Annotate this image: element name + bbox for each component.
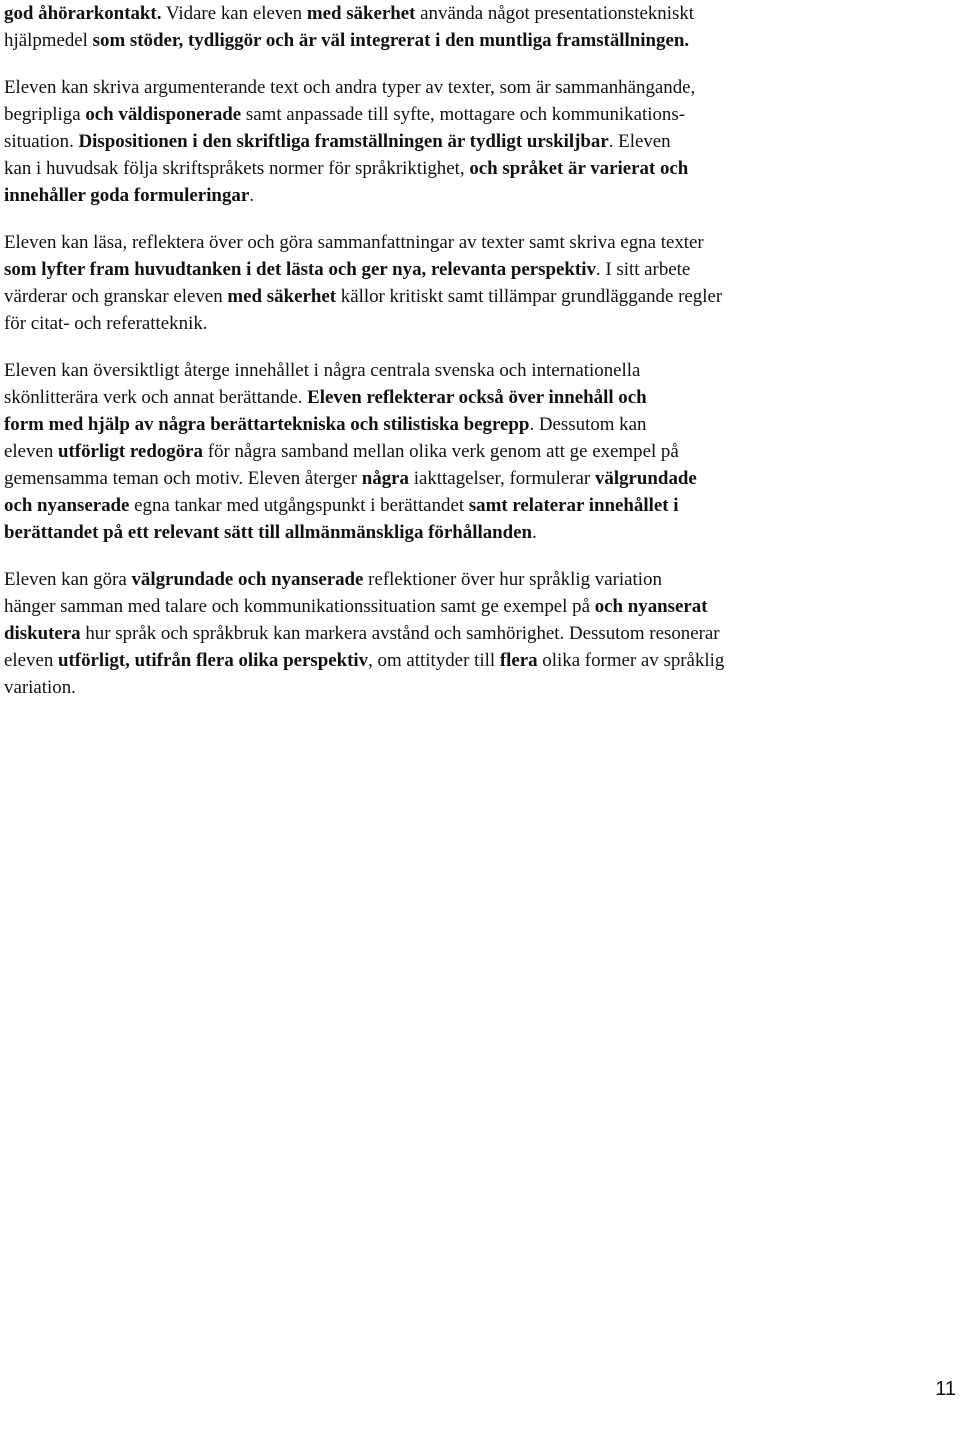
bold-text: innehåller goda formuleringar xyxy=(4,185,250,206)
text-run: skönlitterära verk och annat berättande. xyxy=(4,387,308,408)
text-line xyxy=(4,229,956,256)
bold-text: samt relaterar innehållet i xyxy=(468,495,679,516)
text-line xyxy=(4,155,956,182)
text-line xyxy=(4,310,956,337)
bold-text: som stöder, tydliggör och är väl integrerat i den muntliga framställningen. xyxy=(92,30,690,51)
text-line xyxy=(4,492,956,519)
text-line xyxy=(4,256,956,283)
paragraph-3 xyxy=(4,229,956,337)
bold-text: och nyanserat xyxy=(594,596,708,617)
text-run: hjälpmedel xyxy=(4,30,93,51)
text-line xyxy=(4,566,956,593)
text-run: Eleven kan läsa, reflektera över och göra sammanfattningar av texter samt skriva egna texter xyxy=(4,232,704,253)
text-line xyxy=(4,519,956,546)
text-run: Eleven kan skriva argumenterande text och andra typer av texter, som är sammanhängande, xyxy=(4,77,696,98)
text-run: Eleven kan göra xyxy=(4,569,132,590)
bold-text: berättandet på ett relevant sätt till allmänmänskliga förhållanden xyxy=(4,522,533,543)
paragraph-5 xyxy=(4,566,956,701)
text-run: källor kritiskt samt tillämpar grundläggande regler xyxy=(336,286,723,307)
text-run: reflektioner över hur språklig variation xyxy=(363,569,662,590)
bold-text: flera xyxy=(499,650,538,671)
paragraph-1 xyxy=(4,0,956,54)
document-page xyxy=(4,0,956,721)
text-run: hänger samman med talare och kommunikationssituation samt ge exempel på xyxy=(4,596,595,617)
text-run: värderar och granskar eleven xyxy=(4,286,228,307)
text-line xyxy=(4,27,956,54)
bold-text: med säkerhet xyxy=(227,286,337,307)
bold-text: form med hjälp av några berättartekniska och stilistiska begrepp xyxy=(4,414,530,435)
bold-text: välgrundade xyxy=(594,468,697,489)
text-run: använda något presentationstekniskt xyxy=(415,3,695,24)
text-line xyxy=(4,647,956,674)
bold-text: och nyanserade xyxy=(4,495,130,516)
text-line xyxy=(4,74,956,101)
document-body xyxy=(4,0,956,701)
page-number: 11 xyxy=(935,1378,956,1400)
paragraph-4 xyxy=(4,357,956,546)
text-run: kan i huvudsak följa skriftspråkets normer för språkriktighet, xyxy=(4,158,470,179)
bold-text: utförligt, utifrån flera olika perspektiv xyxy=(58,650,369,671)
text-line xyxy=(4,182,956,209)
text-run: olika former av språklig xyxy=(537,650,725,671)
bold-text: välgrundade och nyanserade xyxy=(131,569,364,590)
text-run: hur språk och språkbruk kan markera avstånd och samhörighet. Dessutom resonerar xyxy=(80,623,720,644)
text-run: egna tankar med utgångspunkt i berättandet xyxy=(129,495,469,516)
text-run: . xyxy=(249,185,254,206)
text-run: för några samband mellan olika verk genom att ge exempel på xyxy=(203,441,679,462)
bold-text: utförligt redogöra xyxy=(58,441,203,462)
text-run: Vidare kan eleven xyxy=(161,3,307,24)
text-line xyxy=(4,0,956,27)
text-line xyxy=(4,357,956,384)
paragraph-2 xyxy=(4,74,956,209)
text-line xyxy=(4,620,956,647)
text-line xyxy=(4,411,956,438)
text-run: gemensamma teman och motiv. Eleven återger xyxy=(4,468,362,489)
text-run: , om attityder till xyxy=(368,650,500,671)
bold-text: och språket är varierat och xyxy=(469,158,689,179)
text-run: begripliga xyxy=(4,104,86,125)
text-run: eleven xyxy=(4,650,59,671)
bold-text: diskutera xyxy=(4,623,81,644)
text-line xyxy=(4,438,956,465)
text-run: . Eleven xyxy=(608,131,671,152)
text-line xyxy=(4,465,956,492)
bold-text: som lyfter fram huvudtanken i det lästa och ger nya, relevanta perspektiv xyxy=(4,259,596,280)
text-run: iakttagelser, formulerar xyxy=(408,468,595,489)
bold-text: med säkerhet xyxy=(306,3,416,24)
bold-text: Eleven reflekterar också över innehåll och xyxy=(307,387,647,408)
text-run: Eleven kan översiktligt återge innehållet i några centrala svenska och internationella xyxy=(4,360,641,381)
text-run: för citat- och referatteknik. xyxy=(4,313,208,334)
bold-text: och väldisponerade xyxy=(85,104,242,125)
text-line xyxy=(4,101,956,128)
text-line xyxy=(4,283,956,310)
text-line xyxy=(4,128,956,155)
bold-text: Dispositionen i den skriftliga framställningen är tydligt urskiljbar xyxy=(78,131,609,152)
text-run: . xyxy=(532,522,537,543)
bold-text: några xyxy=(361,468,409,489)
text-run: variation. xyxy=(4,677,76,698)
text-run: situation. xyxy=(4,131,79,152)
text-run: . Dessutom kan xyxy=(529,414,647,435)
bold-text: god åhörarkontakt. xyxy=(4,3,162,24)
text-run: . I sitt arbete xyxy=(595,259,691,280)
text-run: eleven xyxy=(4,441,59,462)
text-run: samt anpassade till syfte, mottagare och kommunikations- xyxy=(241,104,686,125)
text-line xyxy=(4,674,956,701)
text-line xyxy=(4,384,956,411)
text-line xyxy=(4,593,956,620)
